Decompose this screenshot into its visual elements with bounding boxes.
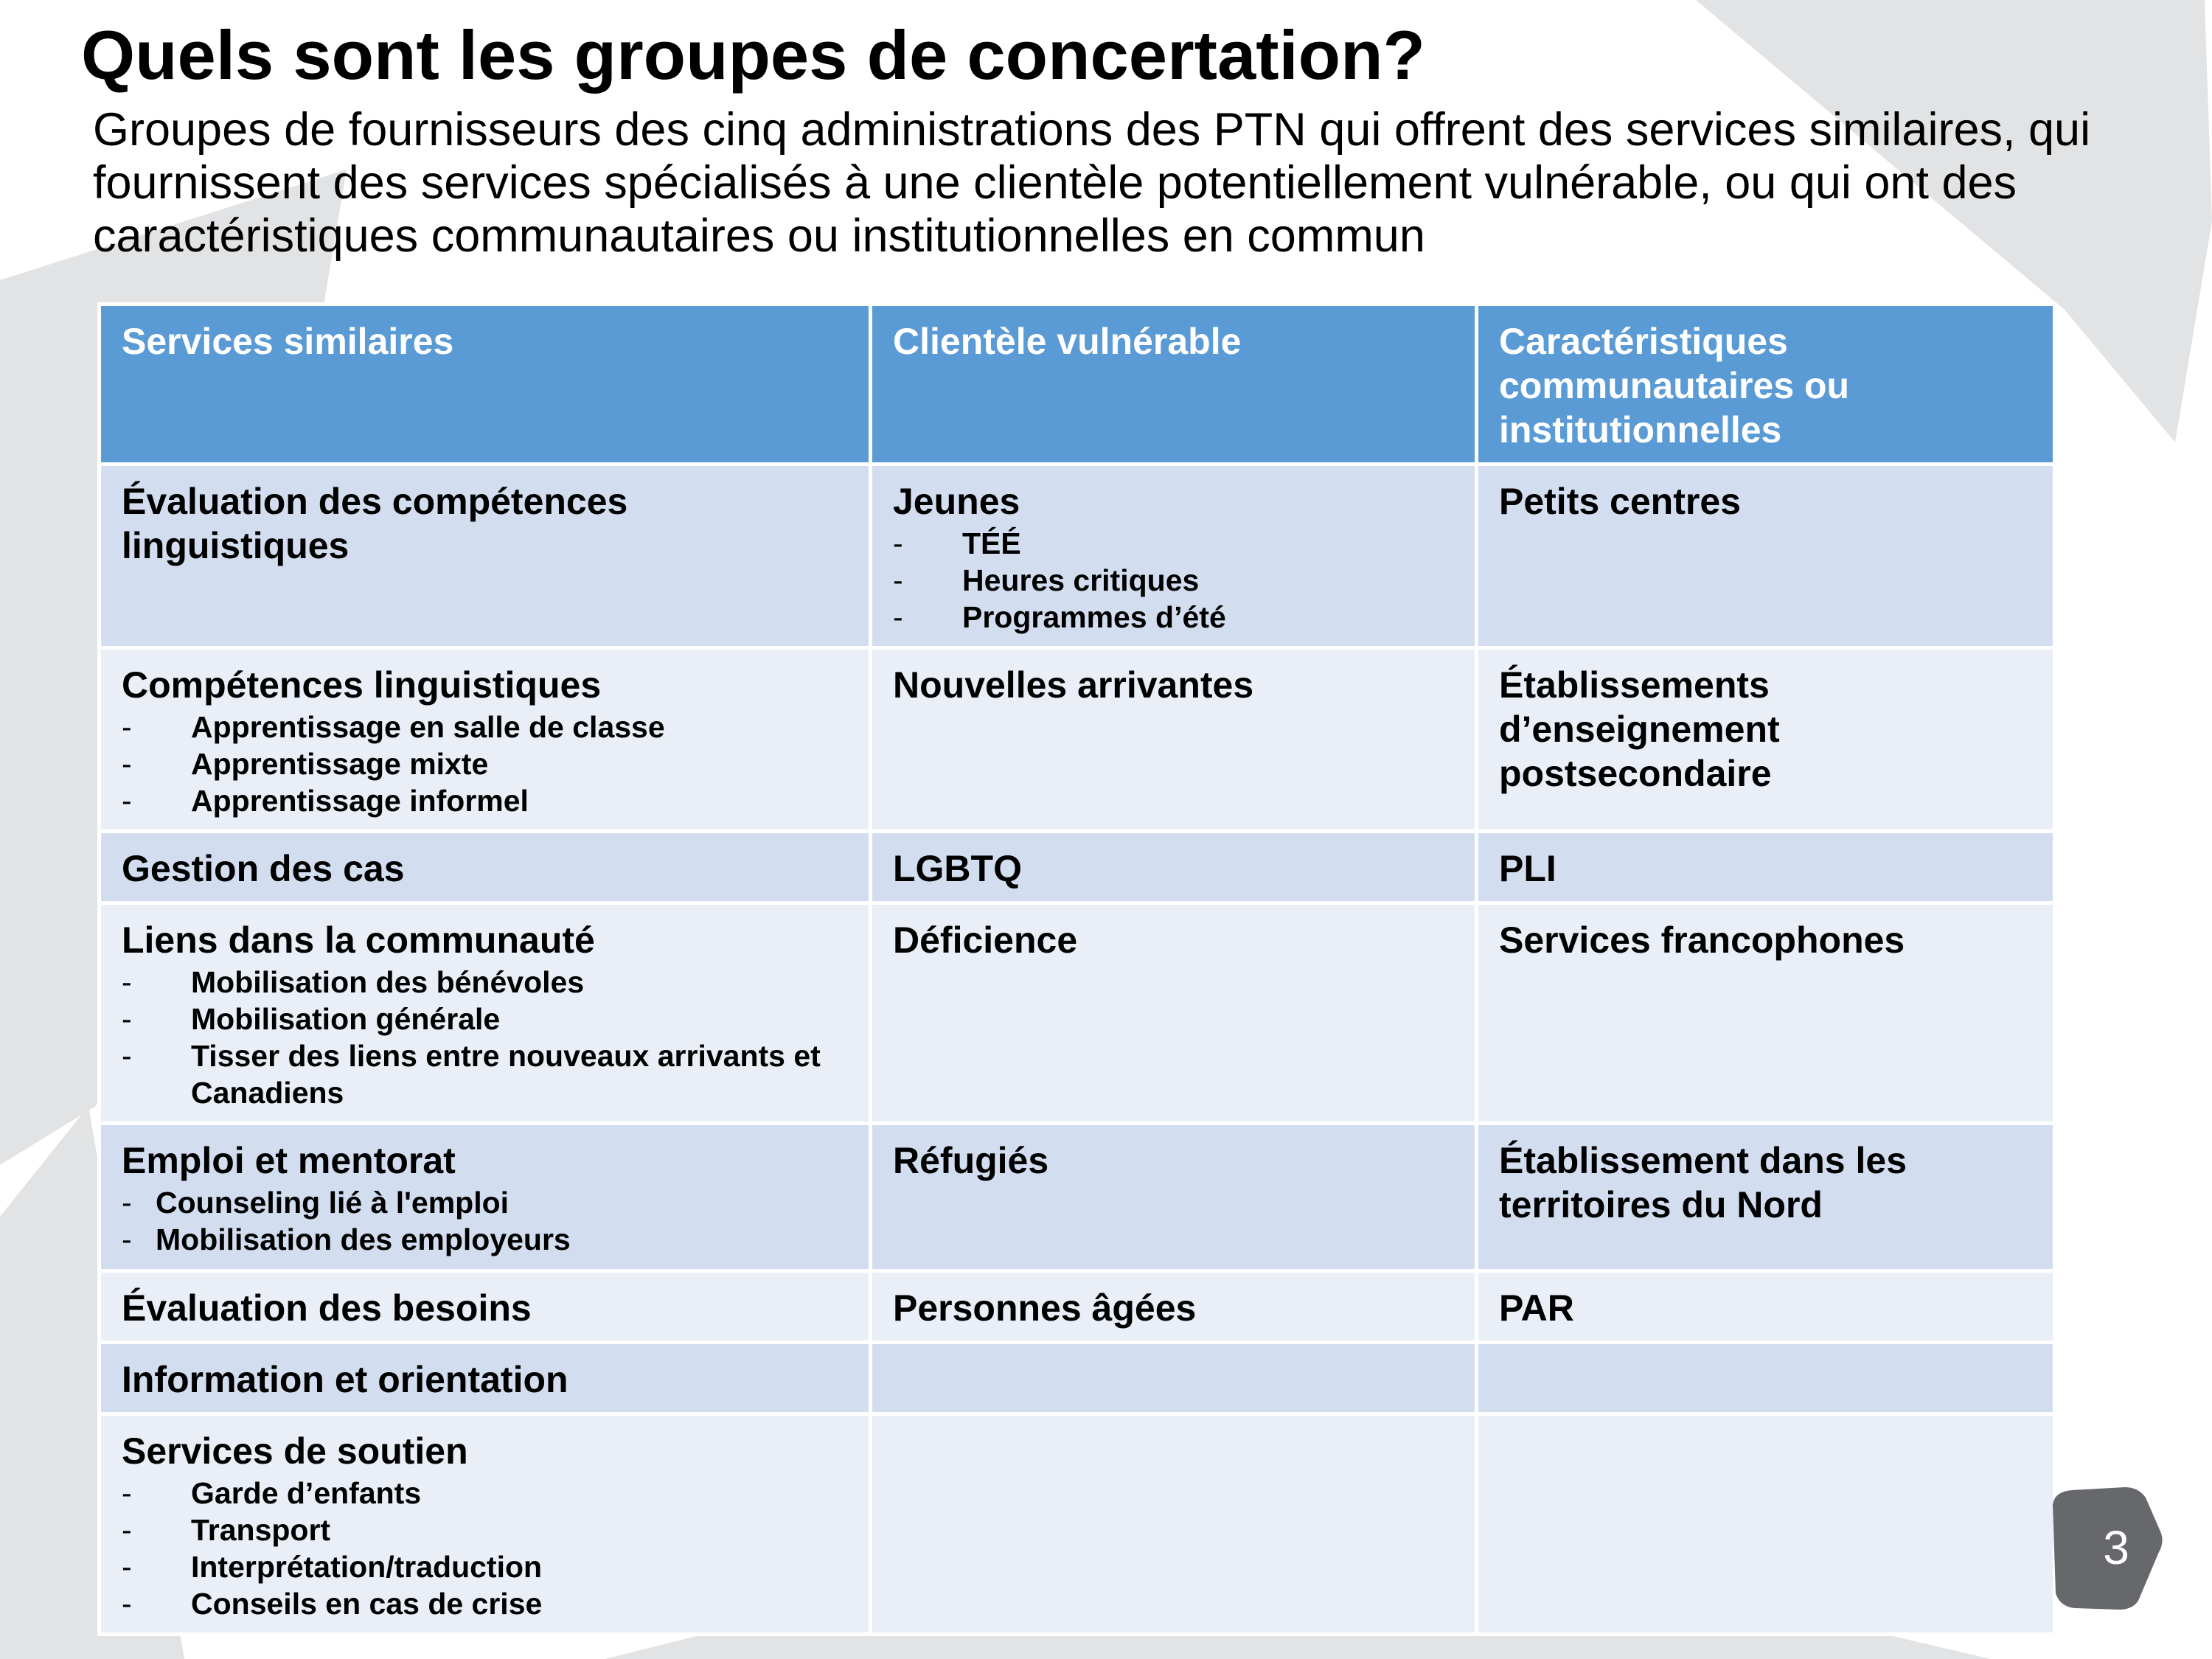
groups-table: [97, 302, 2056, 1636]
list-item-text: Apprentissage mixte: [191, 747, 489, 781]
table-row: [100, 1414, 2055, 1635]
list-item: - Tisser des liens entre nouveaux arrivants et Canadiens: [122, 1039, 821, 1110]
list-item: - Mobilisation générale: [122, 1002, 501, 1036]
clientele-title: Réfugiés: [893, 1140, 1049, 1181]
list-item: - TÉÉ: [893, 526, 1021, 560]
list-item: - Programmes d’été: [893, 600, 1226, 634]
list-item-text: Apprentissage en salle de classe: [191, 710, 665, 744]
services-cell: [100, 1271, 871, 1343]
table-row: [100, 1343, 2055, 1414]
list-item: - Garde d’enfants: [122, 1476, 422, 1510]
list-item-text: Heures critiques: [962, 563, 1200, 597]
table-header-row: [100, 305, 2055, 465]
list-item-text: Mobilisation des employeurs: [156, 1222, 571, 1256]
services-cell: [100, 465, 871, 648]
services-title: Services de soutien: [122, 1430, 468, 1472]
table-row: [100, 465, 2055, 648]
caracteristiques-cell: [1477, 465, 2055, 648]
clientele-sublist: [893, 525, 1455, 636]
table-row: [100, 1124, 2055, 1271]
caracteristiques-title: PLI: [1499, 848, 1557, 889]
list-item-text: Mobilisation générale: [191, 1002, 501, 1036]
header-clientele-vulnerable: Clientèle vulnérable: [871, 305, 1477, 465]
services-cell: [100, 903, 871, 1124]
clientele-cell: [871, 648, 1477, 832]
list-item-text: Counseling lié à l'emploi: [156, 1186, 509, 1220]
caracteristiques-cell: [1477, 1124, 2055, 1271]
services-title: Évaluation des compétences linguistiques: [122, 481, 628, 566]
caracteristiques-cell: [1477, 1343, 2055, 1414]
page-number: 3: [2103, 1521, 2129, 1574]
list-item-text: Interprétation/traduction: [191, 1550, 543, 1584]
services-title: Compétences linguistiques: [122, 664, 602, 706]
list-item-text: Transport: [191, 1513, 331, 1547]
list-item: - Heures critiques: [893, 563, 1200, 597]
caracteristiques-cell: [1477, 832, 2055, 903]
caracteristiques-cell: [1477, 1271, 2055, 1343]
table-row: [100, 648, 2055, 832]
slide-title: Quels sont les groupes de concertation?: [81, 16, 1425, 94]
list-item-text: Apprentissage informel: [191, 784, 529, 818]
table-row: [100, 1271, 2055, 1343]
clientele-title: Personnes âgées: [893, 1287, 1197, 1329]
header-services-similaires: Services similaires: [100, 305, 871, 465]
list-item-text: Conseils en cas de crise: [191, 1587, 543, 1621]
table-row: [100, 832, 2055, 903]
list-item-text: Tisser des liens entre nouveaux arrivants et Canadiens: [191, 1039, 821, 1110]
services-title: Gestion des cas: [122, 848, 405, 889]
services-cell: [100, 1343, 871, 1414]
list-item-text: Programmes d’été: [962, 600, 1226, 634]
caracteristiques-cell: [1477, 1414, 2055, 1635]
clientele-title: Nouvelles arrivantes: [893, 664, 1254, 706]
clientele-cell: [871, 832, 1477, 903]
services-title: Évaluation des besoins: [122, 1287, 532, 1329]
list-item-text: Mobilisation des bénévoles: [191, 965, 585, 999]
list-item: - Apprentissage mixte: [122, 747, 489, 781]
caracteristiques-title: PAR: [1499, 1287, 1574, 1329]
clientele-cell: [871, 903, 1477, 1124]
clientele-title: Déficience: [893, 919, 1078, 961]
caracteristiques-title: Services francophones: [1499, 919, 1905, 961]
list-item: - Counseling lié à l'emploi: [122, 1186, 509, 1220]
caracteristiques-title: Établissement dans les territoires du Nord: [1499, 1140, 1907, 1225]
list-item: - Apprentissage en salle de classe: [122, 710, 665, 744]
clientele-cell: [871, 1414, 1477, 1635]
list-item: - Mobilisation des employeurs: [122, 1222, 571, 1256]
list-item: - Interprétation/traduction: [122, 1550, 543, 1584]
services-sublist: [122, 1184, 849, 1258]
services-sublist: [122, 964, 849, 1111]
clientele-cell: [871, 465, 1477, 648]
clientele-cell: [871, 1124, 1477, 1271]
services-title: Information et orientation: [122, 1359, 568, 1400]
caracteristiques-title: Établissements d’enseignement postsecondaire: [1499, 664, 1780, 794]
list-item: - Apprentissage informel: [122, 784, 529, 818]
list-item: - Mobilisation des bénévoles: [122, 965, 585, 999]
services-title: Liens dans la communauté: [122, 919, 595, 961]
services-cell: [100, 1124, 871, 1271]
clientele-cell: [871, 1343, 1477, 1414]
services-title: Emploi et mentorat: [122, 1140, 456, 1181]
list-item: - Transport: [122, 1513, 331, 1547]
services-sublist: [122, 709, 849, 819]
list-item: - Conseils en cas de crise: [122, 1587, 543, 1621]
clientele-title: Jeunes: [893, 481, 1020, 522]
clientele-title: LGBTQ: [893, 848, 1022, 889]
services-cell: [100, 832, 871, 903]
caracteristiques-cell: [1477, 903, 2055, 1124]
services-sublist: [122, 1475, 849, 1622]
list-item-text: Garde d’enfants: [191, 1476, 422, 1510]
clientele-cell: [871, 1271, 1477, 1343]
table-row: [100, 903, 2055, 1124]
caracteristiques-cell: [1477, 648, 2055, 832]
header-caracteristiques: Caractéristiques communautaires ou institutionnelles: [1477, 305, 2055, 465]
caracteristiques-title: Petits centres: [1499, 481, 1741, 522]
services-cell: [100, 648, 871, 832]
slide-subtitle: Groupes de fournisseurs des cinq administrations des PTN qui offrent des services similaires, qui fournissent des services spécialisés à une clientèle potentiellement vulnérable, ou qui ont des caractéristiques communautaires ou institutionnelles en commun: [93, 104, 2091, 262]
services-cell: [100, 1414, 871, 1635]
list-item-text: TÉÉ: [962, 526, 1021, 560]
